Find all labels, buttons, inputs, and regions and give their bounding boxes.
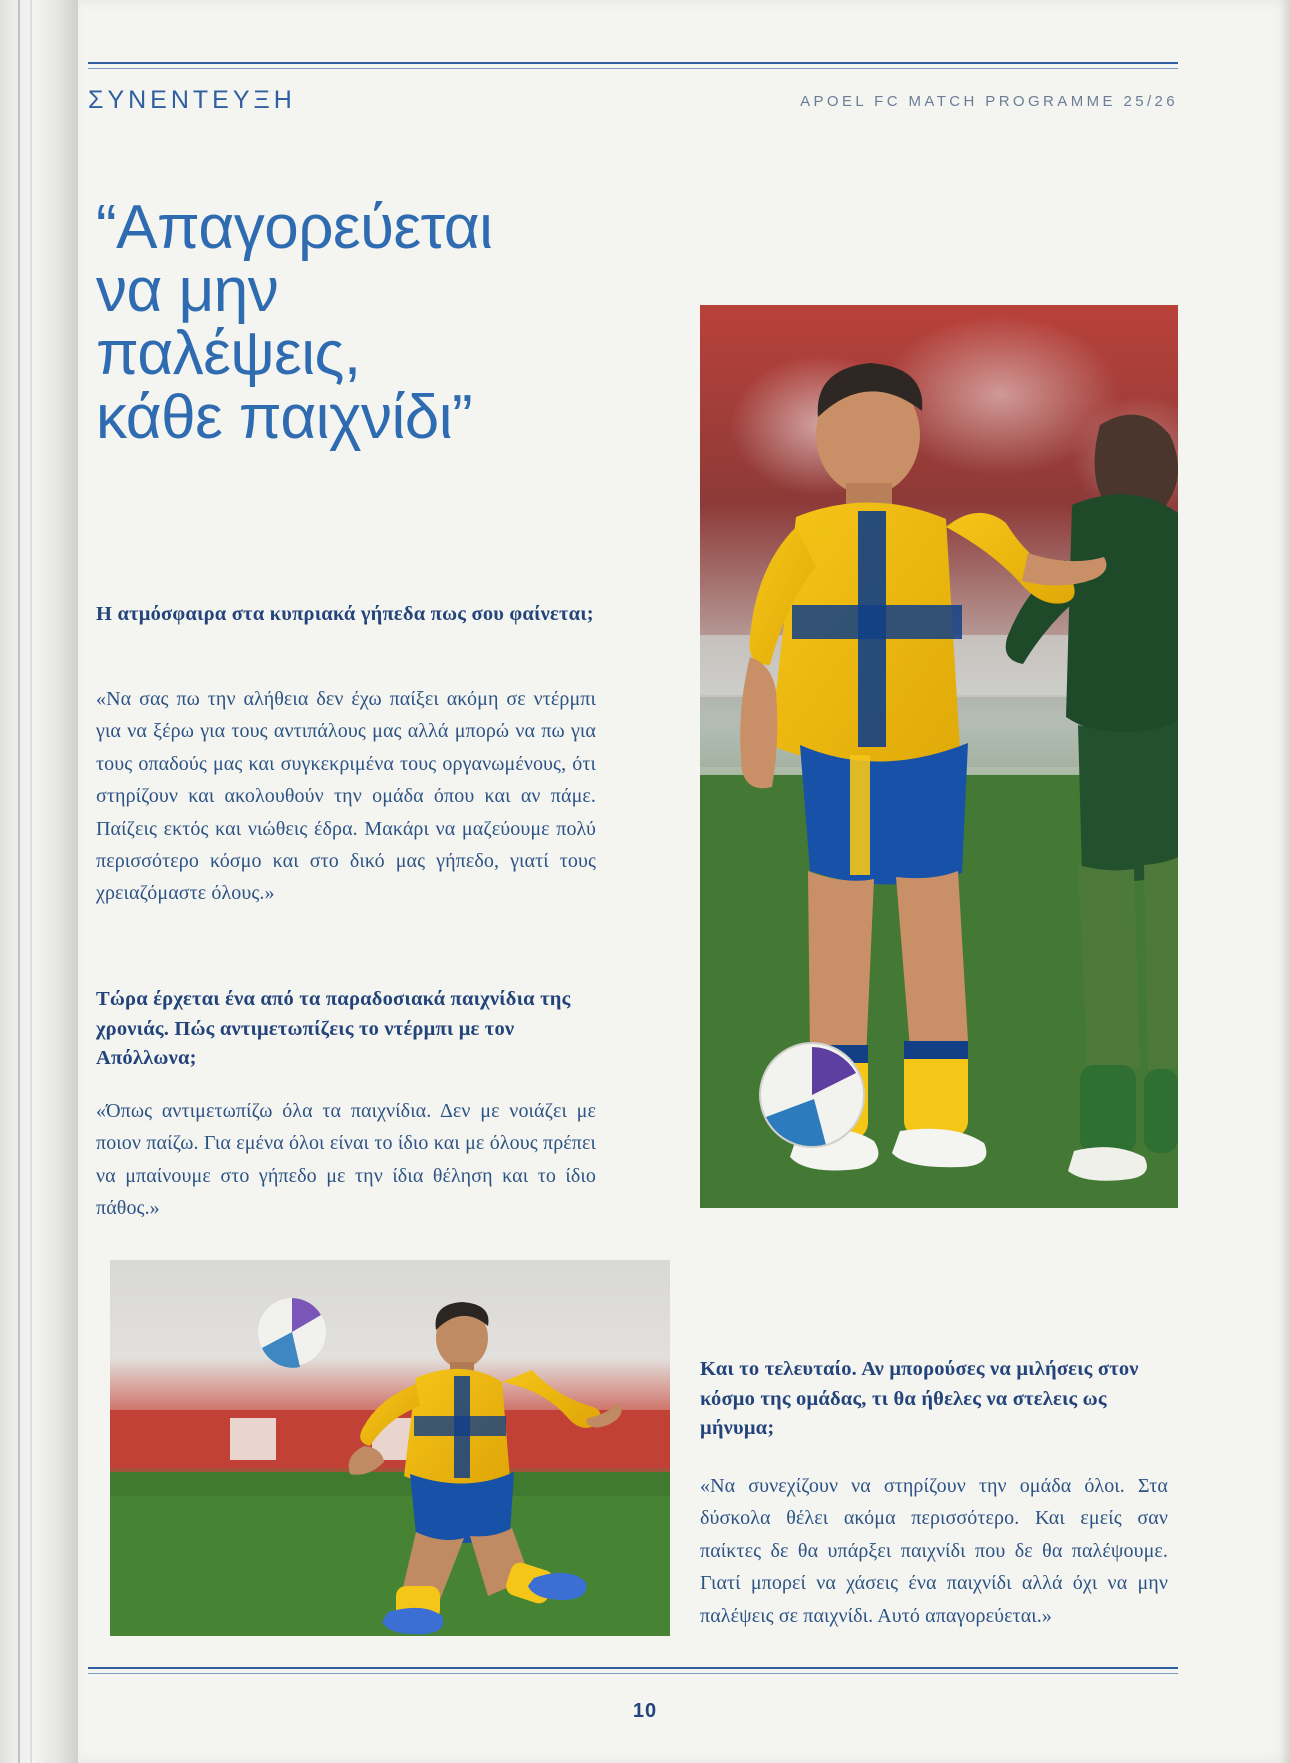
interview-answer-1: «Να σας πω την αλήθεια δεν έχω παίξει ακόμη σε ντέρμπι για να ξέρω για τους αντιπάλους μας αλλά μπορώ να πω για τους οπαδούς μας και συγκεκριμένα τους οργανωμένους, ότι στηρίζουν και ακολουθούν την ομάδα όπου και αν πάμε. Παίζεις εκτός και νιώθεις έδρα. Μακάρι να μαζεύουμε πολύ περισσότερο κόσμο και στο δικό μας γήπεδο, γιατί τους χρειαζόμαστε όλους.» — [96, 688, 596, 905]
header-rule-secondary — [88, 68, 1178, 69]
page-number: 10 — [632, 1700, 658, 1722]
interview-question-2: Τώρα έρχεται ένα από τα παραδοσιακά παιχνίδια της χρονιάς. Πώς αντιμετωπίζεις το ντέρμπι με τον Απόλλωνα; — [96, 988, 571, 1070]
player-shooting-ball-photo — [110, 1260, 670, 1636]
page-title — [96, 193, 636, 452]
headline-line-1: “Απαγορεύεται — [96, 193, 493, 262]
page-spine — [0, 0, 78, 1763]
spine-line-outer — [18, 0, 20, 1763]
headline-line-3: παλέψεις, — [96, 319, 361, 389]
headline-line-2: να μην — [96, 256, 279, 326]
spine-line-inner — [30, 0, 32, 1763]
interview-answer-2: «Όπως αντιμετωπίζω όλα τα παιχνίδια. Δεν με νοιάζει με ποιον παίζω. Για εμένα όλοι είναι το ίδιο και με όλους πρέπει να μπαίνουμε στο γήπεδο με την ίδια θέληση και το ίδιο πάθος.» — [96, 1100, 596, 1220]
headline-line-4: κάθε παιχνίδι” — [96, 382, 473, 452]
interview-question-3: Και το τελευταίο. Αν μπορούσες να μιλήσεις στον κόσμο της ομάδας, τι θα ήθελες να στελεις ως μήνυμα; — [700, 1358, 1139, 1440]
footer-rule-secondary — [88, 1673, 1178, 1674]
page-edge-shadow — [1280, 0, 1290, 1763]
photo-second-illustration — [110, 1260, 670, 1636]
header-rule-primary — [88, 62, 1178, 64]
programme-label: APOEL FC MATCH PROGRAMME 25/26 — [800, 93, 1178, 110]
interview-answer-3: «Να συνεχίζουν να στηρίζουν την ομάδα όλοι. Στα δύσκολα θέλει ακόμα περισσότερο. Και εμείς σαν παίκτες δε θα υπάρξει παιχνίδι που δε θα παλέψουμε. Γιατί μπορεί να χάσεις ένα παιχνίδι αλλά όχι να μην παλέψεις σε παιχνίδι. Αυτό απαγορεύεται.» — [700, 1475, 1168, 1627]
photo-main-illustration — [700, 305, 1178, 1208]
section-kicker: ΣΥΝΕΝΤΕΥΞΗ — [88, 86, 296, 114]
footer-rule-primary — [88, 1667, 1178, 1669]
interview-question-1: Η ατμόσφαιρα στα κυπριακά γήπεδα πως σου φαίνεται; — [96, 603, 594, 625]
player-shielding-ball-photo — [700, 305, 1178, 1208]
